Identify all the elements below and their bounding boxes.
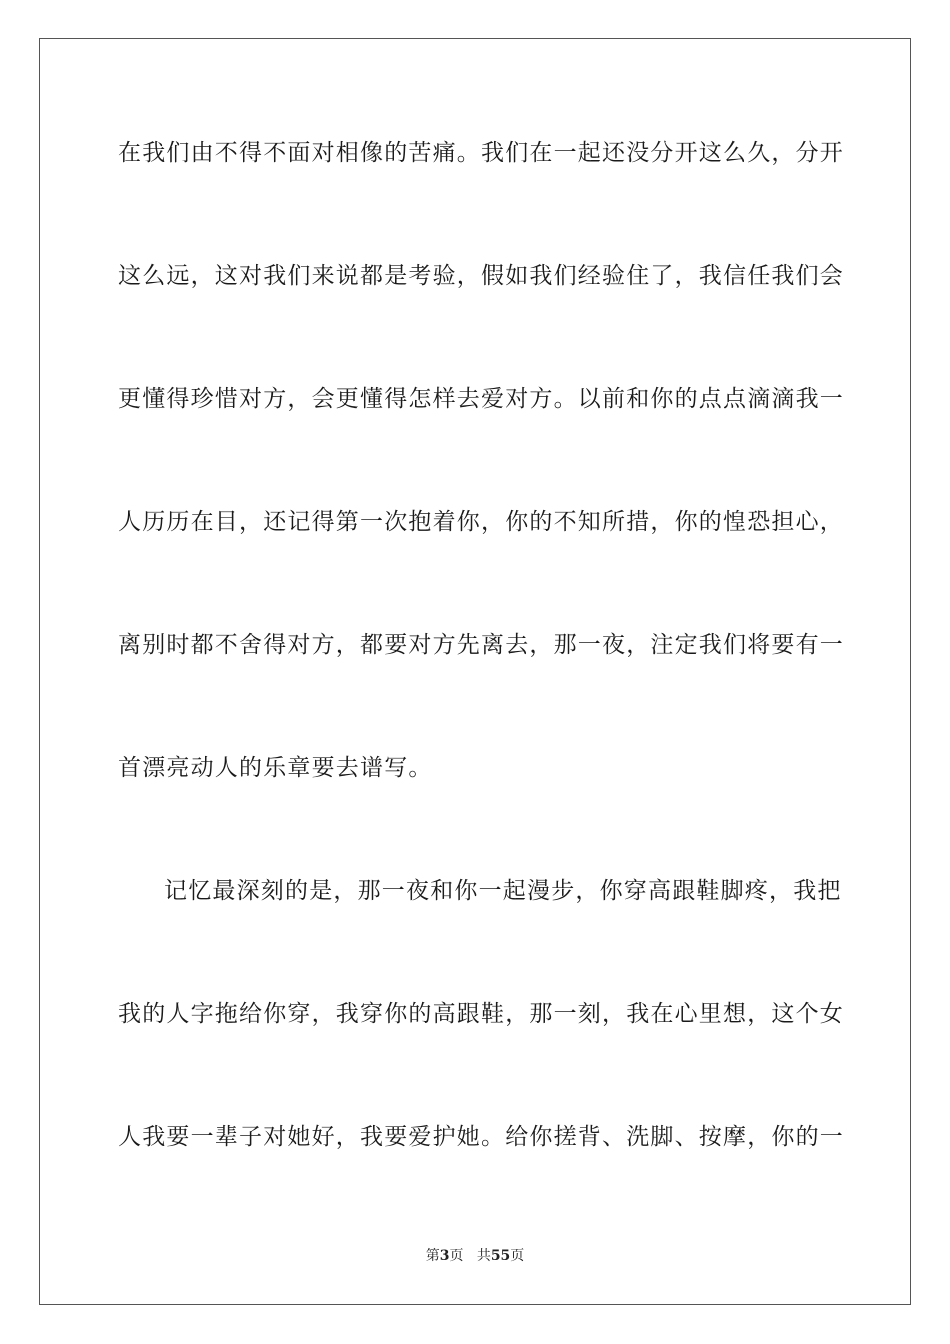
body-line-6: 首漂亮动人的乐章要去谱写。: [118, 755, 433, 781]
paragraph-2-line-2: 我的人字拖给你穿，我穿你的高跟鞋，那一刻，我在心里想，这个女: [118, 1001, 844, 1027]
footer-total-pages: 55: [490, 1248, 511, 1264]
footer-total-suffix: 页: [510, 1248, 525, 1264]
footer-page-suffix: 页: [449, 1248, 464, 1264]
body-line-1: 在我们由不得不面对相像的苦痛。我们在一起还没分开这么久，分开: [118, 140, 844, 166]
body-line-2: 这么远，这对我们来说都是考验，假如我们经验住了，我信任我们会: [118, 263, 844, 289]
body-line-5: 离别时都不舍得对方，都要对方先离去，那一夜，注定我们将要有一: [118, 632, 844, 658]
page-footer: [0, 1247, 950, 1265]
body-line-3: 更懂得珍惜对方，会更懂得怎样去爱对方。以前和你的点点滴滴我一: [118, 386, 844, 412]
footer-page-label: 第: [425, 1248, 440, 1264]
page-border: [39, 38, 911, 1305]
paragraph-2-line-1: 记忆最深刻的是，那一夜和你一起漫步，你穿高跟鞋脚疼，我把: [164, 878, 842, 904]
footer-total-label: 共: [476, 1248, 491, 1264]
body-line-4: 人历历在目，还记得第一次抱着你，你的不知所措，你的惶恐担心，: [118, 509, 844, 535]
paragraph-2-line-3: 人我要一辈子对她好，我要爱护她。给你搓背、洗脚、按摩，你的一: [118, 1124, 844, 1150]
footer-page-number: 3: [439, 1248, 450, 1264]
